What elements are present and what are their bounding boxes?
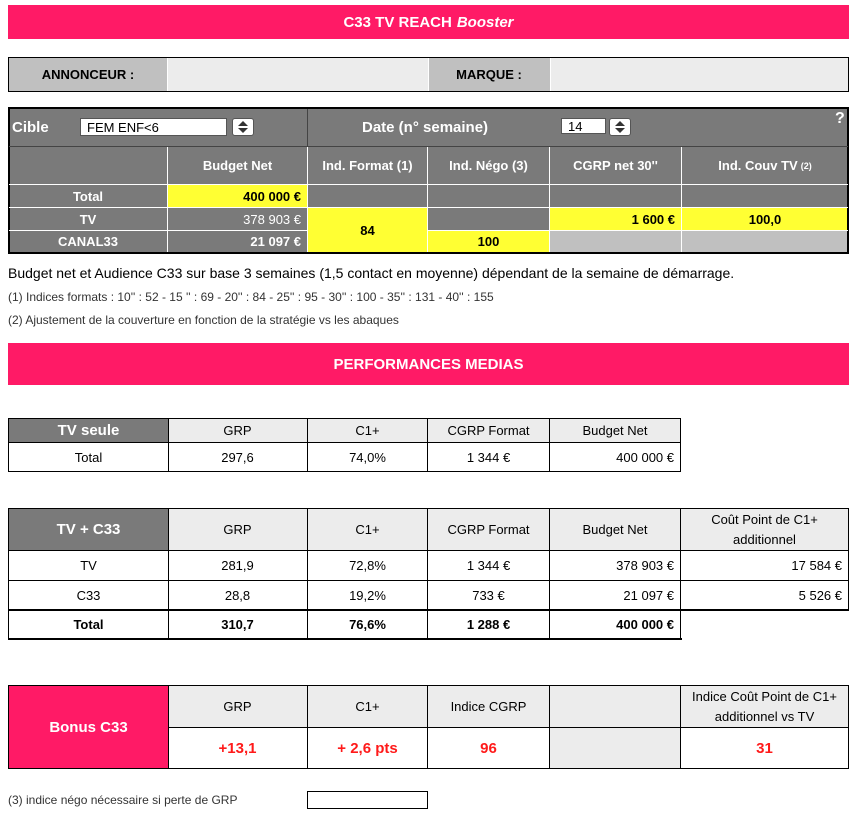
tv-seule-row-label: Total xyxy=(74,449,103,465)
bonus-header-cout-line1: Indice Coût Point de C1+ xyxy=(692,688,837,704)
cible-spinner[interactable] xyxy=(232,118,254,136)
tv-seule-title: TV seule xyxy=(9,419,168,442)
table-row-grp: 28,8 xyxy=(224,588,251,603)
page-title xyxy=(8,5,849,39)
marque-input[interactable] xyxy=(550,58,848,91)
table-row-cgrp: 1 344 € xyxy=(466,558,511,573)
date-input[interactable]: 14 xyxy=(561,118,606,134)
bonus-cout: 31 xyxy=(756,739,773,757)
tv-c33-header-cgrp: CGRP Format xyxy=(428,509,549,550)
table-row-cout: 5 526 € xyxy=(798,588,842,603)
table-row-budget: 378 903 € xyxy=(616,558,674,573)
tv-c33-header-grp: GRP xyxy=(168,509,307,550)
arrow-down-icon[interactable] xyxy=(615,128,625,133)
help-icon[interactable]: ? xyxy=(835,110,845,127)
table-row-cout: 17 584 € xyxy=(791,558,842,573)
table-row-c1: 19,2% xyxy=(349,588,386,603)
note-line-3: (2) Ajustement de la couverture en fonction de la stratégie vs les abaques xyxy=(8,313,399,327)
tv-seule-grp: 297,6 xyxy=(221,449,254,465)
bonus-title: Bonus C33 xyxy=(9,686,168,768)
bonus-header-c1: C1+ xyxy=(308,686,427,727)
bonus-header-grp: GRP xyxy=(168,686,307,727)
date-label: Date (n° semaine) xyxy=(362,118,489,136)
tv-seule-header-cgrp: CGRP Format xyxy=(428,419,549,442)
bonus-grp: +13,1 xyxy=(218,739,257,757)
table-row-grp: 281,9 xyxy=(221,558,254,573)
note-line-1: Budget net et Audience C33 sur base 3 semaines (1,5 contact en moyenne) dépendant de la semaine de démarrage. xyxy=(8,265,735,281)
row-canal-nego[interactable]: 100 xyxy=(428,231,549,252)
row-total-label: Total xyxy=(9,185,167,207)
table-row-c1: 76,6% xyxy=(349,617,386,632)
marque-label: MARQUE : xyxy=(428,58,550,91)
bonus-header-empty xyxy=(550,686,680,727)
row-tv-couv[interactable]: 100,0 xyxy=(682,208,848,230)
row-total-budget[interactable]: 400 000 € xyxy=(168,185,307,207)
row-tv-cgrp[interactable]: 1 600 € xyxy=(550,208,681,230)
annonceur-label: ANNONCEUR : xyxy=(9,58,167,91)
cible-label: Cible xyxy=(12,118,49,136)
table-row-label: TV xyxy=(80,558,97,573)
header-couv-label: Ind. Couv TV xyxy=(718,158,798,173)
tv-seule-header-c1: C1+ xyxy=(308,419,427,442)
tv-seule-c1: 74,0% xyxy=(349,449,386,465)
table-row-label: Total xyxy=(73,617,104,632)
table-row-grp: 310,7 xyxy=(221,617,254,632)
note-line-2: (1) Indices formats : 10'' : 52 - 15 '' : 69 - 20'' : 84 - 25'' : 95 - 30'' : 100 - 35'' : 131 - 40'' : 155 xyxy=(8,290,494,304)
date-spinner[interactable] xyxy=(609,118,631,136)
tv-c33-header-c1: C1+ xyxy=(308,509,427,550)
annonceur-input[interactable] xyxy=(167,58,428,91)
tv-seule-header-budget: Budget Net xyxy=(550,419,680,442)
bonus-cgrp: 96 xyxy=(480,739,497,757)
row-tv-label: TV xyxy=(9,208,167,230)
bonus-c1: + 2,6 pts xyxy=(337,739,398,757)
tv-c33-header-cout-line1: Coût Point de C1+ xyxy=(711,511,818,527)
header-couv-sup: (2) xyxy=(800,160,812,171)
row-tv-budget: 378 903 € xyxy=(168,208,307,230)
header-couv xyxy=(682,147,848,184)
table-row-budget: 400 000 € xyxy=(616,617,674,632)
bonus-header-cgrp: Indice CGRP xyxy=(428,686,549,727)
performances-banner: PERFORMANCES MEDIAS xyxy=(8,343,849,385)
table-row-c1: 72,8% xyxy=(349,558,386,573)
tv-seule-cgrp: 1 344 € xyxy=(466,449,511,465)
tv-seule-budget: 400 000 € xyxy=(616,449,674,465)
cible-select[interactable]: FEM ENF<6 xyxy=(80,118,227,136)
row-canal-label: CANAL33 xyxy=(9,231,167,252)
header-nego: Ind. Négo (3) xyxy=(449,158,528,173)
format-index-input[interactable]: 84 xyxy=(308,208,427,252)
tv-c33-header-cout-line2: additionnel xyxy=(733,531,796,547)
table-row-budget: 21 097 € xyxy=(623,588,674,603)
table-row-label: C33 xyxy=(76,588,101,603)
row-canal-budget: 21 097 € xyxy=(168,231,307,252)
nego-needed-input[interactable] xyxy=(307,791,428,809)
header-cgrp: CGRP net 30'' xyxy=(573,158,658,173)
tv-seule-header-grp: GRP xyxy=(168,419,307,442)
title-main: C33 TV REACH xyxy=(343,13,452,31)
header-budget: Budget Net xyxy=(202,158,273,173)
arrow-up-icon[interactable] xyxy=(238,121,248,126)
tv-c33-header-cout xyxy=(681,509,848,550)
title-italic: Booster xyxy=(456,13,514,31)
header-format: Ind. Format (1) xyxy=(322,158,413,173)
bonus-header-cout-line2: additionnel vs TV xyxy=(714,708,815,724)
bonus-header-cout xyxy=(681,686,848,727)
arrow-up-icon[interactable] xyxy=(615,121,625,126)
arrow-down-icon[interactable] xyxy=(238,128,248,133)
table-row-cgrp: 1 288 € xyxy=(466,617,511,632)
table-row-cgrp: 733 € xyxy=(472,588,505,603)
tv-c33-title: TV + C33 xyxy=(9,509,168,550)
tv-c33-header-budget: Budget Net xyxy=(550,509,680,550)
footnote-label: (3) indice négo nécessaire si perte de GRP xyxy=(8,793,238,807)
